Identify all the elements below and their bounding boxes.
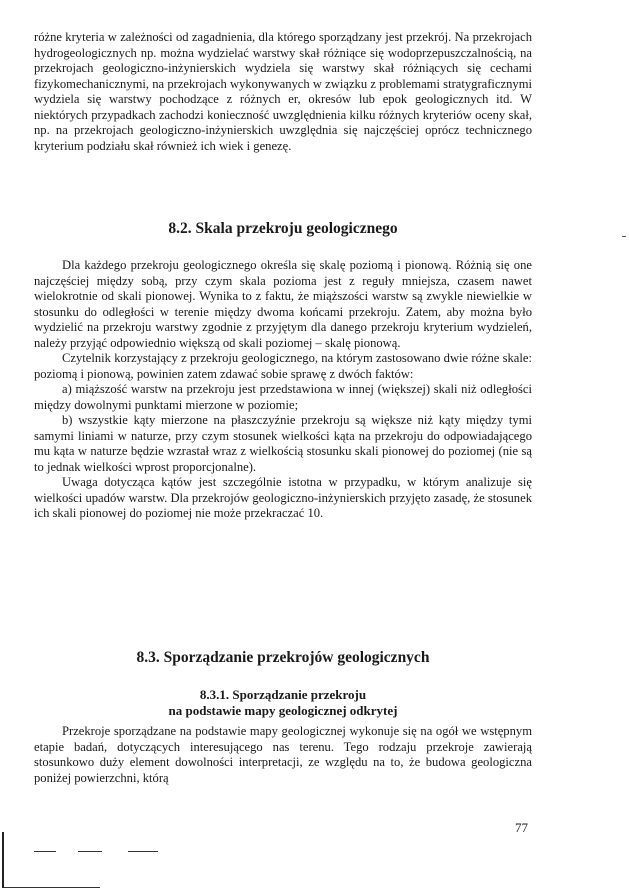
intro-paragraph: różne kryteria w zależności od zagadnienia, dla którego sporządzany jest przekrój. Na przekrojach hydrogeologicznych np. można wydzielać warstwy skał różniące się wodoprzepuszczalnością, na przekrojach geologiczno-inżynierskich wydziela się warstwy skał różniących się cechami fizykomechanicznymi, na przekrojach wykonywanych w związku z problemami stratygraficznymi wydziela się warstwy pochodzące z różnych er, okresów lub epok geologicznych itd. W niektórych przypadkach zachodzi konieczność uwzględnienia kilku różnych kryteriów oceny skał, np. na przekrojach geologiczno-inżynierskich uwzględnia się najczęściej oprócz technicznego kryterium podziału skał również ich wiek i genezę. <box>34 30 532 153</box>
binding-edge-line <box>2 832 4 888</box>
section-8-3-1-heading <box>34 687 532 719</box>
section-8-3-1-heading-line-1: 8.3.1. Sporządzanie przekroju <box>199 687 367 702</box>
footer-rule <box>4 887 100 888</box>
intro-paragraph-block <box>34 30 532 154</box>
section-8-2-paragraph-3: Uwaga dotycząca kątów jest szczególnie istotna w przypadku, w którym analizuje się wielkości upadów warstw. Dla przekrojów geologiczno-inżynierskich przyjęto zasadę, że stosunek ich skali pionowej do poziomej nie może przekraczać 10. <box>34 475 532 520</box>
section-8-2-body <box>34 258 532 522</box>
section-8-2-heading: 8.2. Skala przekroju geologicznego <box>168 220 398 237</box>
section-8-3-1-body <box>34 724 532 786</box>
margin-tick-mark <box>622 236 626 237</box>
footer-dash-2 <box>78 851 102 852</box>
section-8-2-list-item-a: a) miąższość warstw na przekroju jest przedstawiona w innej (większej) skali niż odległości między dowolnymi punktami mierzone w poziomie; <box>34 382 532 412</box>
footer-dash-3 <box>128 851 158 852</box>
section-8-3-1-heading-line-2: na podstawie mapy geologicznej odkrytej <box>168 703 398 718</box>
section-8-2-paragraph-1: Dla każdego przekroju geologicznego określa się skalę poziomą i pionową. Różnią się one najczęściej między sobą, przy czym skala pozioma jest z reguły mniejsza, czasem nawet wielokrotnie od skali pionowej. Wynika to z faktu, że miąższości warstw są zwykle niewielkie w stosunku do odległości w terenie między dwoma końcami przekroju. Zatem, aby można było wydzielić na przekroju warstwy zgodnie z przyjętym dla danego przekroju kryterium wydzieleń, należy przyjąć odpowiednio większą od skali poziomej – skalę pionową. <box>34 258 532 350</box>
section-8-3-1-paragraph: Przekroje sporządzane na podstawie mapy geologicznej wykonuje się na ogół we wstępnym etapie badań, dotyczących interesującego nas terenu. Tego rodzaju przekroje zawierają stosunkowo duży element dowolności interpretacji, ze względu na to, że budowa geologiczna poniżej powierzchni, którą <box>34 724 532 785</box>
section-8-3-heading: 8.3. Sporządzanie przekrojów geologicznych <box>136 649 430 666</box>
footer-dash-1 <box>34 851 56 852</box>
section-8-2-list-item-b: b) wszystkie kąty mierzone na płaszczyźnie przekroju są większe niż kąty między tymi samymi liniami w naturze, przy czym stosunek wielkości kąta na przekroju do odpowiadającego mu kąta w naturze będzie wzrastał wraz z wielkością stosunku skali pionowej do poziomej (nie są to jednak wielkości wprost proporcjonalne). <box>34 413 532 474</box>
page-number: 77 <box>515 820 528 835</box>
section-8-2-paragraph-2: Czytelnik korzystający z przekroju geologicznego, na którym zastosowano dwie różne skale: poziomą i pionową, powinien zatem zdawać sobie sprawę z dwóch faktów: <box>34 351 532 381</box>
